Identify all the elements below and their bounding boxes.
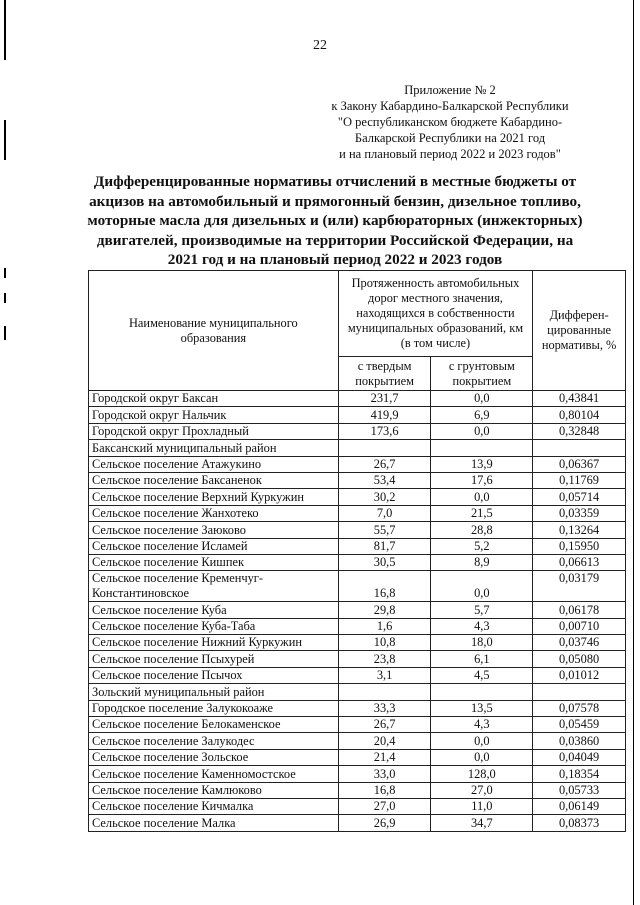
cell-name: Сельское поселение Кичмалка [89, 798, 339, 814]
table-row [89, 717, 626, 733]
cell-hard: 7,0 [338, 505, 431, 521]
cell-dirt: 6,1 [431, 651, 533, 667]
cell-name: Сельское поселение Белокаменское [89, 717, 339, 733]
cell-dirt: 13,5 [431, 700, 533, 716]
cell-name: Сельское поселение Каменномостское [89, 766, 339, 782]
cell-norm: 0,00710 [533, 618, 626, 634]
appendix-line: "О республиканском бюджете Кабардино- [337, 115, 563, 129]
table-row [89, 423, 626, 439]
cell-norm: 0,11769 [533, 472, 626, 488]
cell-norm: 0,08373 [533, 815, 626, 831]
cell-hard: 16,8 [338, 782, 431, 798]
appendix-line: и на плановый период 2022 и 2023 годов" [339, 147, 561, 161]
cell-dirt: 0,0 [431, 391, 533, 407]
cell-norm: 0,07578 [533, 700, 626, 716]
cell-name: Зольский муниципальный район [89, 684, 339, 700]
cell-norm: 0,04049 [533, 749, 626, 765]
cell-name: Сельское поселение Кременчуг-Константиновское [89, 571, 339, 602]
cell-norm: 0,03359 [533, 505, 626, 521]
header-norm: Дифферен-цированные нормативы, % [533, 271, 626, 391]
cell-hard: 26,7 [338, 717, 431, 733]
table-row [89, 538, 626, 554]
cell-hard: 30,2 [338, 489, 431, 505]
cell-hard: 173,6 [338, 423, 431, 439]
cell-hard [338, 440, 431, 456]
table-row [89, 554, 626, 570]
cell-norm: 0,03860 [533, 733, 626, 749]
table-row [89, 749, 626, 765]
header-hard: с твердым покрытием [338, 357, 431, 391]
cell-hard: 231,7 [338, 391, 431, 407]
cell-norm: 0,05733 [533, 782, 626, 798]
table-row [89, 782, 626, 798]
table-row [89, 522, 626, 538]
cell-hard: 10,8 [338, 635, 431, 651]
cell-norm [533, 684, 626, 700]
cell-dirt: 5,7 [431, 602, 533, 618]
cell-name: Сельское поселение Камлюково [89, 782, 339, 798]
cell-norm: 0,03746 [533, 635, 626, 651]
cell-norm: 0,13264 [533, 522, 626, 538]
header-dirt: с грунтовым покрытием [431, 357, 533, 391]
cell-name: Сельское поселение Заюково [89, 522, 339, 538]
cell-dirt: 128,0 [431, 766, 533, 782]
cell-norm: 0,18354 [533, 766, 626, 782]
cell-dirt: 11,0 [431, 798, 533, 814]
table-row [89, 391, 626, 407]
cell-dirt: 5,2 [431, 538, 533, 554]
table-row [89, 571, 626, 602]
table-row [89, 700, 626, 716]
binding-mark [4, 293, 6, 303]
table-body [89, 391, 626, 832]
cell-dirt [431, 684, 533, 700]
cell-hard: 16,8 [338, 571, 431, 602]
cell-norm: 0,06149 [533, 798, 626, 814]
cell-norm: 0,32848 [533, 423, 626, 439]
cell-name: Сельское поселение Жанхотеко [89, 505, 339, 521]
cell-hard: 53,4 [338, 472, 431, 488]
cell-dirt: 34,7 [431, 815, 533, 831]
cell-dirt: 4,3 [431, 618, 533, 634]
cell-dirt: 18,0 [431, 635, 533, 651]
binding-mark [4, 268, 6, 278]
cell-dirt [431, 440, 533, 456]
cell-hard: 21,4 [338, 749, 431, 765]
cell-name: Сельское поселение Псычох [89, 667, 339, 683]
cell-name: Сельское поселение Верхний Куркужин [89, 489, 339, 505]
page-edge-line [633, 0, 634, 905]
cell-dirt: 13,9 [431, 456, 533, 472]
cell-hard: 27,0 [338, 798, 431, 814]
cell-name: Городской округ Прохладный [89, 423, 339, 439]
cell-hard: 55,7 [338, 522, 431, 538]
table-row [89, 489, 626, 505]
cell-dirt: 21,5 [431, 505, 533, 521]
cell-norm: 0,43841 [533, 391, 626, 407]
cell-name: Сельское поселение Залукодес [89, 733, 339, 749]
cell-hard: 30,5 [338, 554, 431, 570]
cell-norm: 0,05459 [533, 717, 626, 733]
table-row [89, 635, 626, 651]
cell-name: Городской округ Нальчик [89, 407, 339, 423]
cell-norm: 0,01012 [533, 667, 626, 683]
cell-hard: 419,9 [338, 407, 431, 423]
cell-name: Сельское поселение Малка [89, 815, 339, 831]
cell-dirt: 17,6 [431, 472, 533, 488]
cell-hard: 26,9 [338, 815, 431, 831]
cell-norm: 0,06367 [533, 456, 626, 472]
table-row [89, 472, 626, 488]
cell-name: Городское поселение Залукокоаже [89, 700, 339, 716]
appendix-note [300, 82, 600, 162]
table-row [89, 667, 626, 683]
table-row [89, 766, 626, 782]
cell-norm: 0,06613 [533, 554, 626, 570]
header-name: Наименование муниципального образования [89, 271, 339, 391]
cell-hard: 81,7 [338, 538, 431, 554]
cell-hard: 29,8 [338, 602, 431, 618]
table-row [89, 407, 626, 423]
cell-norm: 0,15950 [533, 538, 626, 554]
cell-hard: 33,0 [338, 766, 431, 782]
cell-dirt: 0,0 [431, 749, 533, 765]
cell-hard: 26,7 [338, 456, 431, 472]
binding-mark [4, 120, 6, 160]
cell-name: Сельское поселение Кишпек [89, 554, 339, 570]
cell-name: Баксанский муниципальный район [89, 440, 339, 456]
cell-dirt: 0,0 [431, 423, 533, 439]
cell-name: Сельское поселение Псыхурей [89, 651, 339, 667]
cell-hard [338, 684, 431, 700]
appendix-line: Балкарской Республики на 2021 год [354, 131, 546, 145]
header-length: Протяженность автомобильных дорог местного значения, находящихся в собственности муниципальных образований, км (в том числе) [338, 271, 532, 357]
cell-norm: 0,05080 [533, 651, 626, 667]
table-row [89, 815, 626, 831]
cell-dirt: 6,9 [431, 407, 533, 423]
cell-name: Сельское поселение Зольское [89, 749, 339, 765]
cell-norm: 0,03179 [533, 571, 626, 602]
table-row [89, 798, 626, 814]
table-row [89, 505, 626, 521]
cell-name: Сельское поселение Нижний Куркужин [89, 635, 339, 651]
table-row [89, 651, 626, 667]
table-row [89, 618, 626, 634]
cell-norm: 0,06178 [533, 602, 626, 618]
cell-hard: 33,3 [338, 700, 431, 716]
cell-name: Сельское поселение Исламей [89, 538, 339, 554]
cell-dirt: 0,0 [431, 489, 533, 505]
cell-hard: 1,6 [338, 618, 431, 634]
table-row [89, 602, 626, 618]
cell-name: Сельское поселение Атажукино [89, 456, 339, 472]
cell-dirt: 28,8 [431, 522, 533, 538]
table-row [89, 733, 626, 749]
cell-hard: 3,1 [338, 667, 431, 683]
appendix-line: к Закону Кабардино-Балкарской Республики [331, 99, 569, 113]
document-title: Дифференцированные нормативы отчислений в местные бюджеты от акцизов на автомобильный и прямогонный бензин, дизельное топливо, моторные масла для дизельных и (или) карбюраторных (инжекторных) двигателей, производимые на территории Российской Федерации, на 2021 год и на плановый период 2022 и 2023 годов [87, 173, 583, 268]
table-row [89, 684, 626, 700]
cell-dirt: 27,0 [431, 782, 533, 798]
cell-hard: 20,4 [338, 733, 431, 749]
binding-mark [4, 326, 6, 340]
cell-name: Сельское поселение Баксаненок [89, 472, 339, 488]
cell-dirt: 8,9 [431, 554, 533, 570]
cell-dirt: 4,3 [431, 717, 533, 733]
cell-dirt: 0,0 [431, 571, 533, 602]
norms-table [88, 270, 626, 832]
cell-norm: 0,05714 [533, 489, 626, 505]
cell-norm [533, 440, 626, 456]
table-row [89, 440, 626, 456]
cell-name: Сельское поселение Куба [89, 602, 339, 618]
page-number: 22 [313, 38, 327, 53]
cell-dirt: 0,0 [431, 733, 533, 749]
appendix-line: Приложение № 2 [404, 83, 496, 97]
cell-name: Сельское поселение Куба-Таба [89, 618, 339, 634]
cell-dirt: 4,5 [431, 667, 533, 683]
table-row [89, 456, 626, 472]
cell-norm: 0,80104 [533, 407, 626, 423]
cell-name: Городской округ Баксан [89, 391, 339, 407]
cell-hard: 23,8 [338, 651, 431, 667]
